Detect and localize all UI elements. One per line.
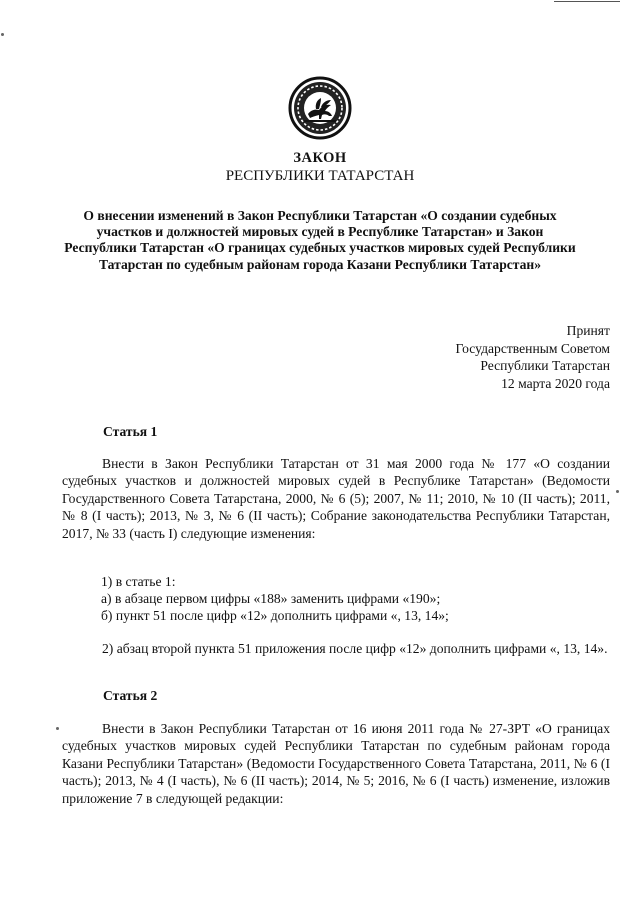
article-1-item-1b: б) пункт 51 после цифр «12» дополнить цифрами «, 13, 14»;	[101, 608, 449, 623]
scan-dot	[1, 33, 4, 36]
scan-dot	[56, 727, 59, 730]
scan-dot	[616, 490, 619, 493]
article-1-intro: Внести в Закон Республики Татарстан от 31 мая 2000 года № 177 «О создании судебных участков и должностей мировых судей в Республике Татарстан» (Ведомости Государственного Совета Татарстана, 2000, № 6 (5); 2007, № 11; 2010, № 10 (II часть); 2011, № 8 (I часть); 2013, № 3, № 6 (II часть); Собрание законодательства Республики Татарстан, 2017, № 33 (часть I) следующие изменения:	[62, 456, 610, 541]
article-2-title: Статья 2	[103, 688, 158, 703]
republic-heading: РЕСПУБЛИКИ ТАТАРСТАН	[225, 168, 415, 184]
article-1-title: Статья 1	[103, 424, 158, 439]
adopted-date: 12 марта 2020 года	[501, 375, 610, 391]
law-subject: О внесении изменений в Закон Республики Татарстан «О создании судебных участков и должностей мировых судей в Республике Татарстан» и Закон Республики Татарстан «О границах судебных участков мировых судей Республики Татарстан по судебным районам города Казани Республики Татарстан»	[64, 208, 576, 272]
law-heading: ЗАКОН	[293, 150, 347, 166]
adopted-republic: Республики Татарстан	[480, 358, 610, 373]
scan-mark	[554, 1, 620, 2]
adopted-by: Государственным Советом	[455, 340, 610, 356]
article-1-item-1: 1) в статье 1:	[101, 574, 176, 589]
tatarstan-coat-of-arms-icon	[288, 76, 352, 140]
article-1-item-2: 2) абзац второй пункта 51 приложения после цифр «12» дополнить цифрами «, 13, 14».	[102, 641, 608, 656]
adoption-block	[455, 322, 610, 392]
article-1-item-1a: а) в абзаце первом цифры «188» заменить цифрами «190»;	[101, 591, 441, 606]
adopted-label: Принят	[566, 323, 610, 338]
article-2-text: Внести в Закон Республики Татарстан от 16 июня 2011 года № 27-ЗРТ «О границах судебных участков мировых судей Республики Татарстан по судебным районам города Казани Республики Татарстан» (Ведомости Государственного Совета Татарстана, 2011, № 6 (I часть); 2013, № 4 (I часть), № 6 (II часть); 2014, № 5; 2016, № 6 (I часть) изменение, изложив приложение 7 в следующей редакции:	[62, 721, 610, 806]
